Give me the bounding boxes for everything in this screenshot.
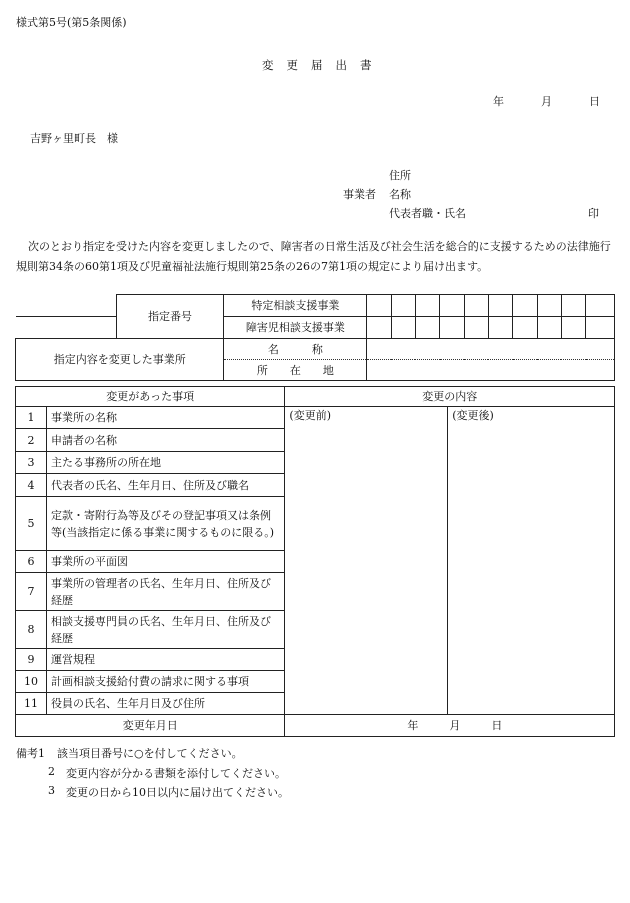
digit-box[interactable] [415, 317, 439, 339]
item-text: 相談支援専門員の氏名、生年月日、住所及び経歴 [46, 611, 284, 649]
item-text: 運営規程 [46, 649, 284, 671]
office-table [15, 294, 615, 381]
applicant-label: 事業者 [343, 188, 376, 201]
digit-box[interactable] [586, 295, 615, 317]
digit-box[interactable] [586, 317, 615, 339]
page-title: 変更届出書 [262, 58, 385, 72]
change-date-year: 年 [407, 719, 419, 732]
item-text: 代表者の氏名、生年月日、住所及び職名 [46, 474, 284, 497]
note-1: 該当項目番号に○を付してください。 [57, 747, 243, 760]
office-name-label: 名 称 [224, 339, 367, 360]
note-3: 変更の日から10日以内に届け出てください。 [66, 786, 289, 799]
digit-box[interactable] [440, 317, 464, 339]
applicant-rep-label: 代表者職・氏名 [389, 207, 466, 220]
digit-box[interactable] [488, 295, 512, 317]
item-text: 計画相談支援給付費の請求に関する事項 [46, 671, 284, 693]
item-number[interactable]: 11 [16, 693, 47, 715]
digit-box[interactable] [464, 295, 488, 317]
change-date-label: 変更年月日 [16, 715, 285, 737]
note-3-number: 3 [48, 784, 55, 797]
digit-box[interactable] [415, 295, 439, 317]
item-number[interactable]: 3 [16, 452, 47, 474]
after-field[interactable] [448, 407, 615, 715]
changed-items-header: 変更があった事項 [16, 387, 285, 407]
office-name-field[interactable] [367, 339, 615, 360]
office-location-field[interactable] [367, 360, 615, 381]
after-label: (変更後) [452, 409, 494, 422]
date-year: 年 [493, 95, 504, 108]
item-number[interactable]: 6 [16, 551, 47, 573]
item-number[interactable]: 5 [16, 497, 47, 551]
office-location-label: 所 在 地 [224, 360, 367, 381]
content-header: 変更の内容 [285, 387, 615, 407]
change-date-field[interactable] [285, 715, 615, 737]
item-number[interactable]: 1 [16, 407, 47, 429]
service1-label: 特定相談支援事業 [224, 295, 367, 317]
item-text: 役員の氏名、生年月日及び住所 [46, 693, 284, 715]
before-field[interactable] [285, 407, 448, 715]
note-2-number: 2 [48, 765, 55, 778]
item-number[interactable]: 2 [16, 429, 47, 452]
item-text: 事業所の名称 [46, 407, 284, 429]
digit-box[interactable] [391, 317, 415, 339]
digit-box[interactable] [513, 317, 537, 339]
addressee: 吉野ヶ里町長 様 [30, 132, 118, 145]
service2-label: 障害児相談支援事業 [224, 317, 367, 339]
date-month: 月 [541, 95, 552, 108]
digit-box[interactable] [367, 317, 391, 339]
digit-box[interactable] [464, 317, 488, 339]
item-number[interactable]: 8 [16, 611, 47, 649]
digit-box[interactable] [391, 295, 415, 317]
item-text: 申請者の名称 [46, 429, 284, 452]
date-day: 日 [589, 95, 600, 108]
digit-box[interactable] [561, 317, 585, 339]
change-date-month: 月 [449, 719, 461, 732]
note-2: 変更内容が分かる書類を添付してください。 [66, 767, 286, 780]
seal-mark: 印 [588, 207, 599, 220]
item-text: 事業所の平面図 [46, 551, 284, 573]
item-number[interactable]: 10 [16, 671, 47, 693]
item-number[interactable]: 4 [16, 474, 47, 497]
digit-box[interactable] [488, 317, 512, 339]
change-date-day: 日 [491, 719, 503, 732]
digit-box[interactable] [537, 317, 561, 339]
applicant-name-label: 名称 [389, 188, 411, 201]
item-number[interactable]: 9 [16, 649, 47, 671]
designation-no-label: 指定番号 [116, 295, 224, 339]
digit-box[interactable] [367, 295, 391, 317]
office-changed-label: 指定内容を変更した事業所 [16, 339, 224, 381]
item-text: 事業所の管理者の氏名、生年月日、住所及び経歴 [46, 573, 284, 611]
notes-label: 備考1 [16, 747, 45, 760]
applicant-address-label: 住所 [389, 169, 411, 182]
digit-box[interactable] [537, 295, 561, 317]
changes-table [15, 386, 615, 737]
form-number: 様式第5号(第5条関係) [16, 16, 127, 29]
item-number[interactable]: 7 [16, 573, 47, 611]
digit-box[interactable] [513, 295, 537, 317]
digit-box[interactable] [561, 295, 585, 317]
digit-box[interactable] [440, 295, 464, 317]
before-label: (変更前) [289, 409, 332, 422]
item-text: 定款・寄附行為等及びその登記事項又は条例等(当該指定に係る事業に関するものに限る。) [46, 497, 284, 551]
item-text: 主たる事務所の所在地 [46, 452, 284, 474]
body-text: 次のとおり指定を受けた内容を変更しましたので、障害者の日常生活及び社会生活を総合的に支援するための法律施行規則第34条の60第1項及び児童福祉法施行規則第25条の26の7第1項の規定により届け出ます。 [16, 240, 611, 273]
